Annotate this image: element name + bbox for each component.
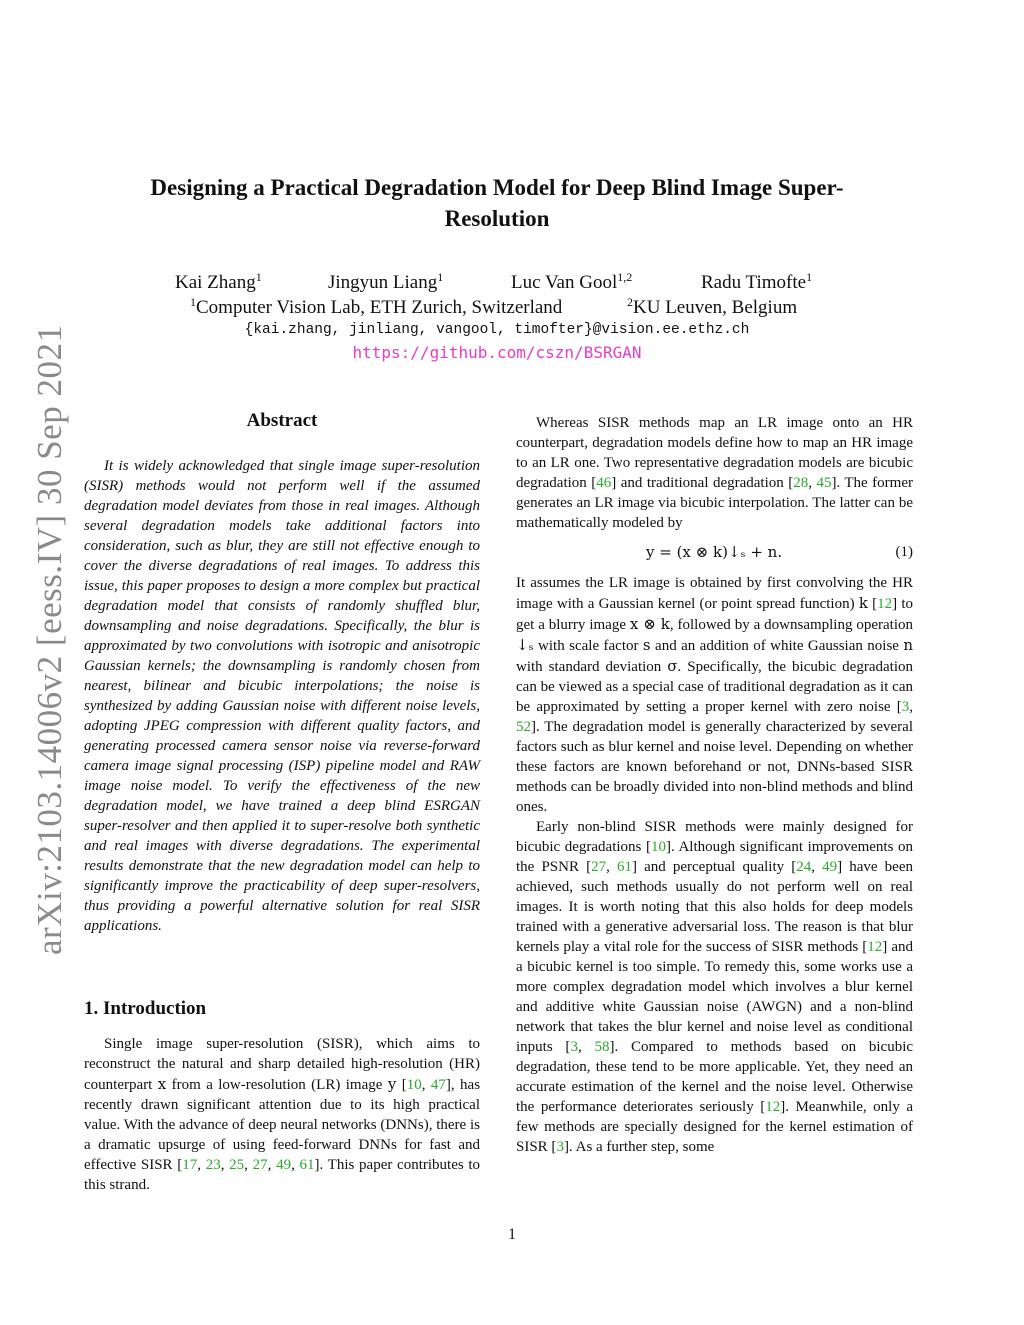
citation-link[interactable]: 24 (796, 859, 812, 875)
arxiv-identifier: arXiv:2103.14006v2 [eess.IV] 30 Sep 2021 (30, 324, 69, 955)
citation-link[interactable]: 61 (616, 859, 632, 875)
citation-link[interactable]: 3 (570, 1039, 578, 1055)
abstract-body (84, 456, 480, 936)
citation-link[interactable]: 27 (591, 859, 607, 875)
citation-link[interactable]: 12 (765, 1099, 781, 1115)
citation-link[interactable]: 58 (594, 1039, 610, 1055)
introduction-body (84, 1034, 480, 1195)
citation-link[interactable]: 10 (406, 1077, 422, 1093)
citation-link[interactable]: 12 (877, 596, 893, 612)
body-paragraph: Whereas SISR methods map an LR image onto an HR counterpart, degradation models define how to map an HR image to an LR one. Two representative degradation models are bicubic degradation [46] and traditional degradation [28, 45]. The former generates an LR image via bicubic interpolation. The latter can be mathematically modeled by (516, 415, 913, 531)
citation-link[interactable]: 49 (276, 1157, 292, 1173)
body-paragraph: Single image super-resolution (SISR), which aims to reconstruct the natural and sharp detailed high-resolution (HR) counterpart x from a low-resolution (LR) image y [10, 47], has recently drawn significant attention due to its high practical value. With the advance of deep neural networks (DNNs), there is a dramatic upsurge of using feed-forward DNNs for fast and effective SISR [17, 23, 25, 27, 49, 61]. This paper contributes to this strand. (84, 1036, 481, 1193)
author-name: Radu Timofte$^1$ (701, 270, 813, 293)
author-list (130, 270, 864, 294)
author-name: Kai Zhang$^1$ (175, 270, 262, 293)
repository-link[interactable]: https://github.com/cszn/BSRGAN (352, 343, 642, 362)
page-number: 1 (508, 1226, 516, 1243)
citation-link[interactable]: 49 (822, 859, 838, 875)
citation-link[interactable]: 28 (793, 475, 809, 491)
citation-link[interactable]: 23 (205, 1157, 221, 1173)
author-name: Jingyun Liang$^1$ (328, 270, 444, 293)
citation-link[interactable]: 61 (299, 1157, 315, 1173)
author-emails: {kai.zhang, jinliang, vangool, timofter}@vision.ee.ethz.ch (244, 322, 750, 338)
author-name: Luc Van Gool$^{1,2}$ (511, 270, 633, 293)
body-paragraph: Early non-blind SISR methods were mainly designed for bicubic degradations [10]. Although significant improvements on the PSNR [27, 61] and perceptual quality [24, 49] have been achieved, such methods usually do not perform well on real images. It is worth noting that this also holds for deep models trained with a generative adversarial loss. The reason is that blur kernels play a vital role for the success of SISR methods [12] and a bicubic kernel is too simple. To remedy this, some works use a more complex degradation model which involves a blur kernel and additive white Gaussian noise (AWGN) and a non-blind network that takes the blur kernel and noise level as conditional inputs [3, 58]. Compared to methods based on bicubic degradation, these tend to be more applicable. Yet, they need an accurate estimation of the kernel and the noise level. Otherwise the performance deteriorates seriously [12]. Meanwhile, only a few methods are specially designed for the kernel estimation of SISR [3]. As a further step, some (516, 819, 914, 1155)
equation (516, 539, 913, 569)
affiliation: $^2$KU Leuven, Belgium (627, 295, 798, 318)
citation-link[interactable]: 3 (556, 1139, 564, 1155)
citation-link[interactable]: 52 (516, 719, 531, 735)
citation-link[interactable]: 25 (229, 1157, 245, 1173)
citation-link[interactable]: 46 (596, 475, 612, 491)
citation-link[interactable]: 27 (252, 1157, 268, 1173)
citation-link[interactable]: 10 (650, 839, 666, 855)
abstract-heading: Abstract (246, 410, 318, 431)
citation-link[interactable]: 47 (430, 1077, 446, 1093)
right-column (516, 413, 913, 1157)
paper-title: Designing a Practical Degradation Model for Deep Blind Image Super-Resolution (150, 175, 844, 231)
equation-body: y = (x ⊗ k)↓ₛ + n. (646, 543, 783, 561)
citation-link[interactable]: 3 (901, 699, 910, 715)
section-heading: 1. Introduction (84, 998, 207, 1019)
affiliation: $^1$Computer Vision Lab, ETH Zurich, Switzerland (190, 295, 563, 318)
equation-number: (1) (895, 544, 913, 560)
body-paragraph: It assumes the LR image is obtained by first convolving the HR image with a Gaussian kernel (or point spread function) k [12] to get a blurry image x ⊗ k, followed by a downsampling operation ↓ₛ with scale factor s and an addition of white Gaussian noise n with standard deviation σ. Specifically, the bicubic degradation can be viewed as a special case of traditional degradation as it can be approximated by setting a proper kernel with zero noise [3, 52]. The degradation model is generally characterized by several factors such as blur kernel and noise level. Depending on whether these factors are known beforehand or not, DNNs-based SISR methods can be broadly divided into non-blind methods and blind ones. (516, 575, 914, 815)
abstract-paragraph: It is widely acknowledged that single image super-resolution (SISR) methods would not perform well if the assumed degradation model deviates from those in real images. Although several degradation models take additional factors into consideration, such as blur, they are still not effective enough to cover the diverse degradations of real images. To address this issue, this paper proposes to design a more complex but practical degradation model that consists of randomly shuffled blur, downsampling and noise degradations. Specifically, the blur is approximated by two convolutions with isotropic and anisotropic Gaussian kernels; the downsampling is randomly chosen from nearest, bilinear and bicubic interpolations; the noise is synthesized by adding Gaussian noise with different noise levels, adopting JPEG compression with different quality factors, and generating processed camera sensor noise via reverse-forward camera image signal processing (ISP) pipeline model and RAW image noise model. To verify the effectiveness of the new degradation model, we have trained a deep blind ESRGAN super-resolver and then applied it to super-resolve both synthetic and real images with diverse degradations. The experimental results demonstrate that the new degradation model can help to significantly improve the practicability of deep super-resolvers, thus providing a powerful alternative solution for real SISR applications. (84, 458, 480, 934)
citation-link[interactable]: 12 (867, 939, 883, 955)
citation-link[interactable]: 45 (816, 475, 832, 491)
citation-link[interactable]: 17 (182, 1157, 198, 1173)
